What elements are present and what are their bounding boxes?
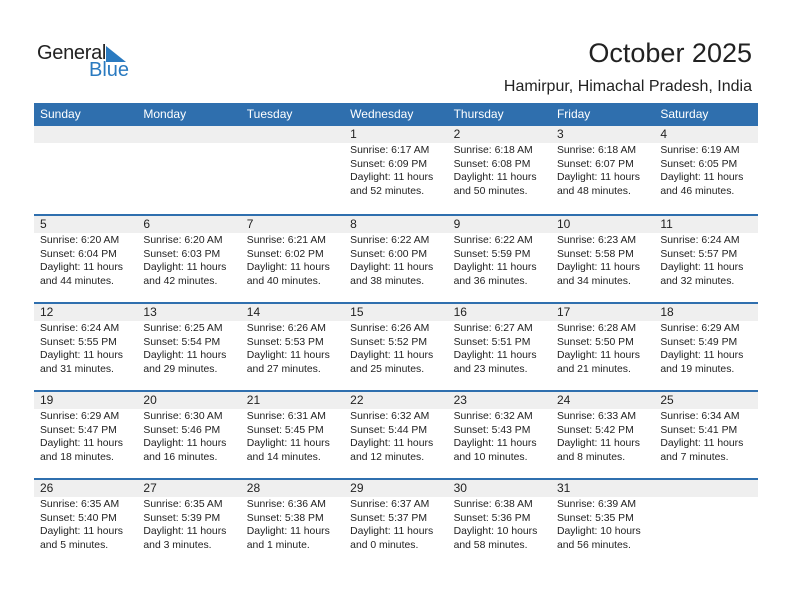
sunset-text: Sunset: 5:40 PM (40, 512, 117, 524)
day-info (551, 321, 654, 376)
day-cell (448, 304, 551, 376)
sunset-text: Sunset: 5:49 PM (660, 336, 738, 348)
minutes-text: and 38 minutes. (350, 275, 425, 287)
day-cell (551, 304, 654, 376)
day-number: 18 (654, 304, 757, 321)
sunrise-text: Sunrise: 6:32 AM (350, 411, 430, 422)
day-number (241, 126, 344, 143)
sunrise-text: Sunrise: 6:23 AM (556, 235, 637, 246)
weekday-saturday: Saturday (660, 107, 709, 121)
sunset-text: Sunset: 6:03 PM (143, 248, 221, 260)
day-number: 9 (448, 216, 551, 233)
day-info (344, 409, 447, 464)
sunset-text: Sunset: 5:50 PM (556, 336, 634, 348)
logo (37, 42, 137, 82)
day-number: 22 (344, 392, 447, 409)
sunrise-text: Sunrise: 6:24 AM (40, 323, 120, 334)
sunset-text: Sunset: 5:36 PM (453, 512, 531, 524)
minutes-text: and 56 minutes. (556, 539, 631, 551)
minutes-text: and 25 minutes. (350, 363, 425, 375)
day-info (241, 321, 344, 376)
week-row (34, 478, 758, 566)
sunrise-text: Sunrise: 6:22 AM (453, 235, 533, 246)
week-row (34, 126, 758, 214)
day-info (551, 409, 654, 464)
day-number (34, 126, 137, 143)
sunrise-text: Sunrise: 6:17 AM (350, 145, 430, 156)
day-cell (654, 304, 757, 376)
weekday-friday: Friday (556, 107, 591, 121)
sunset-text: Sunset: 6:07 PM (556, 158, 634, 170)
day-number: 31 (551, 480, 654, 497)
calendar-grid (34, 103, 758, 566)
weekday-wednesday: Wednesday (350, 107, 414, 121)
day-info (137, 497, 240, 552)
day-cell (448, 480, 551, 552)
sunrise-text: Sunrise: 6:20 AM (143, 235, 223, 246)
sunrise-text: Sunrise: 6:35 AM (143, 499, 223, 510)
daylight-text: Daylight: 11 hours (556, 262, 640, 274)
day-info (344, 143, 447, 198)
sunrise-text: Sunrise: 6:21 AM (246, 235, 326, 246)
day-cell (241, 126, 344, 198)
day-number: 30 (448, 480, 551, 497)
daylight-text: Daylight: 11 hours (143, 262, 227, 274)
day-cell (241, 480, 344, 552)
day-number: 17 (551, 304, 654, 321)
day-cell (34, 216, 137, 288)
daylight-text: Daylight: 11 hours (660, 350, 744, 362)
minutes-text: and 40 minutes. (246, 275, 321, 287)
day-info (448, 321, 551, 376)
logo-word-general: General (37, 42, 107, 64)
sunrise-text: Sunrise: 6:32 AM (453, 411, 533, 422)
day-info (137, 233, 240, 288)
day-info (34, 321, 137, 376)
daylight-text: Daylight: 11 hours (40, 350, 123, 362)
daylight-text: Daylight: 11 hours (40, 262, 123, 274)
day-cell (34, 480, 137, 552)
day-cell (137, 216, 240, 288)
minutes-text: and 27 minutes. (246, 363, 321, 375)
minutes-text: and 10 minutes. (453, 451, 528, 463)
sunset-text: Sunset: 5:39 PM (143, 512, 221, 524)
day-number: 3 (551, 126, 654, 143)
minutes-text: and 34 minutes. (556, 275, 631, 287)
day-info (137, 409, 240, 464)
sunset-text: Sunset: 5:52 PM (350, 336, 427, 348)
minutes-text: and 46 minutes. (660, 185, 735, 197)
day-cell (654, 216, 757, 288)
sunrise-text: Sunrise: 6:26 AM (246, 323, 326, 334)
weekday-tuesday: Tuesday (246, 107, 293, 121)
sunrise-text: Sunrise: 6:30 AM (143, 411, 223, 422)
sunset-text: Sunset: 5:38 PM (246, 512, 324, 524)
day-info (137, 143, 240, 144)
day-number: 8 (344, 216, 447, 233)
day-info (654, 497, 757, 498)
day-info (137, 321, 240, 376)
sunset-text: Sunset: 5:45 PM (246, 424, 324, 436)
day-number (137, 126, 240, 143)
day-number: 21 (241, 392, 344, 409)
daylight-text: Daylight: 11 hours (453, 262, 537, 274)
day-info (448, 233, 551, 288)
daylight-text: Daylight: 11 hours (246, 526, 330, 538)
day-info (654, 143, 757, 198)
sunrise-text: Sunrise: 6:34 AM (660, 411, 740, 422)
sunset-text: Sunset: 5:41 PM (660, 424, 738, 436)
day-cell (448, 392, 551, 464)
day-cell (344, 480, 447, 552)
day-cell (241, 216, 344, 288)
daylight-text: Daylight: 11 hours (660, 438, 744, 450)
sunrise-text: Sunrise: 6:29 AM (660, 323, 740, 334)
sunset-text: Sunset: 5:58 PM (556, 248, 634, 260)
minutes-text: and 58 minutes. (453, 539, 528, 551)
daylight-text: Daylight: 11 hours (453, 350, 537, 362)
day-cell (137, 304, 240, 376)
day-number: 16 (448, 304, 551, 321)
sunset-text: Sunset: 6:05 PM (660, 158, 738, 170)
weekday-monday: Monday (143, 107, 187, 121)
minutes-text: and 5 minutes. (40, 539, 109, 551)
day-number (654, 480, 757, 497)
minutes-text: and 52 minutes. (350, 185, 425, 197)
minutes-text: and 18 minutes. (40, 451, 114, 463)
daylight-text: Daylight: 11 hours (350, 350, 434, 362)
day-cell (241, 304, 344, 376)
day-number: 7 (241, 216, 344, 233)
week-row (34, 302, 758, 390)
day-number: 28 (241, 480, 344, 497)
sunset-text: Sunset: 5:53 PM (246, 336, 324, 348)
day-cell (344, 126, 447, 198)
day-cell (551, 126, 654, 198)
day-info (344, 233, 447, 288)
week-row (34, 214, 758, 302)
week-row (34, 390, 758, 478)
sunrise-text: Sunrise: 6:18 AM (453, 145, 533, 156)
day-number: 2 (448, 126, 551, 143)
sunset-text: Sunset: 5:43 PM (453, 424, 531, 436)
day-number: 13 (137, 304, 240, 321)
minutes-text: and 36 minutes. (453, 275, 528, 287)
day-number: 4 (654, 126, 757, 143)
day-info (34, 233, 137, 288)
minutes-text: and 16 minutes. (143, 451, 218, 463)
day-cell (551, 392, 654, 464)
day-number: 15 (344, 304, 447, 321)
day-number: 27 (137, 480, 240, 497)
day-info (241, 409, 344, 464)
minutes-text: and 50 minutes. (453, 185, 528, 197)
daylight-text: Daylight: 10 hours (453, 526, 538, 538)
day-info (344, 321, 447, 376)
day-info (241, 143, 344, 144)
sunrise-text: Sunrise: 6:29 AM (40, 411, 120, 422)
sunset-text: Sunset: 5:46 PM (143, 424, 221, 436)
minutes-text: and 1 minute. (246, 539, 310, 551)
weekday-sunday: Sunday (40, 107, 81, 121)
sunset-text: Sunset: 5:42 PM (556, 424, 634, 436)
day-cell (654, 392, 757, 464)
day-cell (137, 392, 240, 464)
day-info (654, 321, 757, 376)
day-cell (137, 480, 240, 552)
sunset-text: Sunset: 6:02 PM (246, 248, 324, 260)
day-number: 24 (551, 392, 654, 409)
sunset-text: Sunset: 5:37 PM (350, 512, 427, 524)
sunset-text: Sunset: 5:51 PM (453, 336, 531, 348)
page-title: October 2025 (588, 38, 752, 68)
day-number: 19 (34, 392, 137, 409)
day-cell (551, 216, 654, 288)
day-cell (654, 480, 757, 552)
day-info (551, 233, 654, 288)
day-cell (448, 126, 551, 198)
day-cell (344, 216, 447, 288)
sunrise-text: Sunrise: 6:25 AM (143, 323, 223, 334)
sunrise-text: Sunrise: 6:27 AM (453, 323, 533, 334)
sunrise-text: Sunrise: 6:26 AM (350, 323, 430, 334)
day-number: 23 (448, 392, 551, 409)
logo-word-blue: Blue (89, 59, 130, 81)
day-info (241, 233, 344, 288)
minutes-text: and 12 minutes. (350, 451, 425, 463)
sunset-text: Sunset: 5:47 PM (40, 424, 117, 436)
day-info (448, 409, 551, 464)
sunrise-text: Sunrise: 6:37 AM (350, 499, 430, 510)
daylight-text: Daylight: 11 hours (40, 526, 123, 538)
minutes-text: and 8 minutes. (556, 451, 626, 463)
day-info (34, 497, 137, 552)
minutes-text: and 42 minutes. (143, 275, 218, 287)
day-number: 14 (241, 304, 344, 321)
daylight-text: Daylight: 11 hours (350, 526, 434, 538)
minutes-text: and 31 minutes. (40, 363, 114, 375)
day-number: 10 (551, 216, 654, 233)
sunrise-text: Sunrise: 6:31 AM (246, 411, 326, 422)
sunrise-text: Sunrise: 6:22 AM (350, 235, 430, 246)
day-cell (551, 480, 654, 552)
minutes-text: and 19 minutes. (660, 363, 735, 375)
minutes-text: and 7 minutes. (660, 451, 729, 463)
sunset-text: Sunset: 5:35 PM (556, 512, 634, 524)
minutes-text: and 48 minutes. (556, 185, 631, 197)
sunrise-text: Sunrise: 6:28 AM (556, 323, 637, 334)
day-number: 5 (34, 216, 137, 233)
sunset-text: Sunset: 5:44 PM (350, 424, 427, 436)
day-info (34, 143, 137, 144)
sunset-text: Sunset: 5:57 PM (660, 248, 738, 260)
day-cell (344, 304, 447, 376)
location-subtitle: Hamirpur, Himachal Pradesh, India (503, 78, 752, 95)
day-info (551, 143, 654, 198)
daylight-text: Daylight: 11 hours (453, 172, 537, 184)
daylight-text: Daylight: 11 hours (246, 350, 330, 362)
day-number: 20 (137, 392, 240, 409)
daylight-text: Daylight: 11 hours (556, 350, 640, 362)
sunset-text: Sunset: 6:09 PM (350, 158, 427, 170)
day-number: 25 (654, 392, 757, 409)
daylight-text: Daylight: 11 hours (556, 172, 640, 184)
sunset-text: Sunset: 6:08 PM (453, 158, 531, 170)
minutes-text: and 32 minutes. (660, 275, 735, 287)
sunrise-text: Sunrise: 6:18 AM (556, 145, 637, 156)
daylight-text: Daylight: 11 hours (143, 438, 227, 450)
sunset-text: Sunset: 6:04 PM (40, 248, 117, 260)
sunrise-text: Sunrise: 6:36 AM (246, 499, 326, 510)
day-number: 26 (34, 480, 137, 497)
minutes-text: and 21 minutes. (556, 363, 631, 375)
sunset-text: Sunset: 5:55 PM (40, 336, 117, 348)
daylight-text: Daylight: 11 hours (350, 172, 434, 184)
daylight-text: Daylight: 11 hours (556, 438, 640, 450)
sunrise-text: Sunrise: 6:35 AM (40, 499, 120, 510)
day-number: 12 (34, 304, 137, 321)
daylight-text: Daylight: 11 hours (350, 262, 434, 274)
minutes-text: and 0 minutes. (350, 539, 419, 551)
weeks-container (34, 126, 758, 566)
day-info (654, 409, 757, 464)
day-info (551, 497, 654, 552)
daylight-text: Daylight: 11 hours (40, 438, 123, 450)
minutes-text: and 44 minutes. (40, 275, 114, 287)
daylight-text: Daylight: 11 hours (350, 438, 434, 450)
sunrise-text: Sunrise: 6:24 AM (660, 235, 740, 246)
day-cell (34, 392, 137, 464)
day-cell (34, 304, 137, 376)
daylight-text: Daylight: 11 hours (143, 350, 227, 362)
minutes-text: and 3 minutes. (143, 539, 212, 551)
day-info (34, 409, 137, 464)
sunset-text: Sunset: 5:59 PM (453, 248, 531, 260)
sunrise-text: Sunrise: 6:19 AM (660, 145, 740, 156)
daylight-text: Daylight: 11 hours (660, 262, 744, 274)
sunrise-text: Sunrise: 6:38 AM (453, 499, 533, 510)
day-number: 1 (344, 126, 447, 143)
minutes-text: and 29 minutes. (143, 363, 218, 375)
sunrise-text: Sunrise: 6:20 AM (40, 235, 120, 246)
daylight-text: Daylight: 11 hours (660, 172, 744, 184)
daylight-text: Daylight: 11 hours (246, 262, 330, 274)
day-info (241, 497, 344, 552)
sunset-text: Sunset: 6:00 PM (350, 248, 427, 260)
day-number: 29 (344, 480, 447, 497)
daylight-text: Daylight: 11 hours (246, 438, 330, 450)
day-info (448, 143, 551, 198)
daylight-text: Daylight: 11 hours (143, 526, 227, 538)
sunrise-text: Sunrise: 6:33 AM (556, 411, 637, 422)
day-cell (654, 126, 757, 198)
day-cell (34, 126, 137, 198)
sunrise-text: Sunrise: 6:39 AM (556, 499, 637, 510)
sunset-text: Sunset: 5:54 PM (143, 336, 221, 348)
day-number: 11 (654, 216, 757, 233)
day-info (448, 497, 551, 552)
day-info (344, 497, 447, 552)
day-cell (241, 392, 344, 464)
minutes-text: and 23 minutes. (453, 363, 528, 375)
day-cell (137, 126, 240, 198)
day-info (654, 233, 757, 288)
minutes-text: and 14 minutes. (246, 451, 321, 463)
daylight-text: Daylight: 11 hours (453, 438, 537, 450)
day-cell (344, 392, 447, 464)
day-number: 6 (137, 216, 240, 233)
day-cell (448, 216, 551, 288)
weekday-thursday: Thursday (453, 107, 504, 121)
weekday-header-row (34, 103, 758, 126)
daylight-text: Daylight: 10 hours (556, 526, 641, 538)
